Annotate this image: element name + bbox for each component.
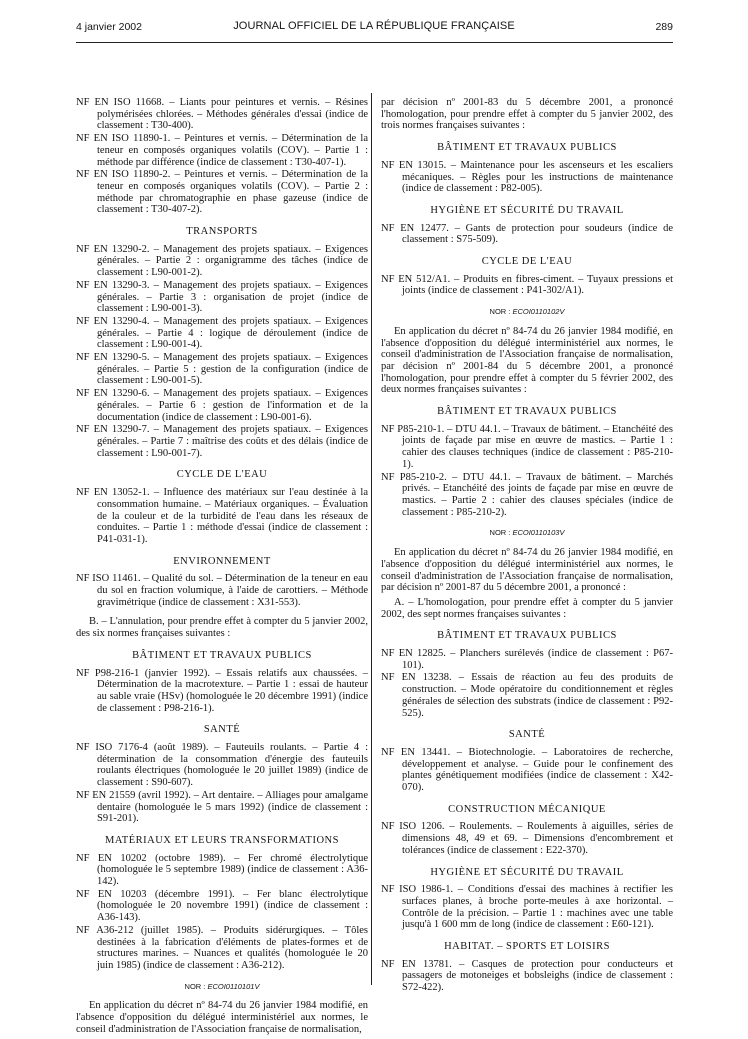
section-heading-construction: CONSTRUCTION MÉCANIQUE <box>448 803 606 815</box>
batiment-1-entries <box>381 160 673 195</box>
nor-reference-2 <box>381 306 673 318</box>
standard-entry: NF ISO 1986-1. – Conditions d'essai des machines à rectifier les surfaces planes, à broche porte-meules à axe horizontal. – Contrôle de la précision. – Partie 1 : machines avec une table jusqu'à 1 600 mm de long (indice de classement : E60-121). <box>381 884 673 931</box>
standard-entry: NF EN 13290-7. – Management des projets spatiaux. – Exigences générales. – Partie 7 : maîtrise des coûts et des délais (indice de classement : L90-001-7). <box>76 424 368 459</box>
continuation-paragraph: par décision nº 2001-83 du 5 décembre 2001, a prononcé l'homologation, pour prendre effet à compter du 5 janvier 2002, des trois normes françaises suivantes : <box>381 97 673 132</box>
standard-entry: NF P85-210-2. – DTU 44.1. – Travaux de bâtiment. – Marchés privés. – Etanchéité des joints de façade par mise en œuvre de mastics. – Partie 2 : cahier des clauses spéciales (indice de classement : P85-210-2). <box>381 471 673 518</box>
standard-entry: NF EN ISO 11668. – Liants pour peintures et vernis. – Résines polymérisées chlorées. – Méthodes générales d'essai (indice de classement : T30-400). <box>76 97 368 132</box>
decree-paragraph: En application du décret nº 84-74 du 26 janvier 1984 modifié, en l'absence d'opposition du délégué interministériel aux normes, le conseil d'administration de l'Association française de normalisation, <box>76 1000 368 1035</box>
standard-entry: NF EN 10203 (décembre 1991). – Fer blanc électrolytique (homologuée le 20 novembre 1991) (indice de classement : A36-143). <box>76 888 368 924</box>
hygiene-2-entries <box>381 884 673 931</box>
standard-entry: NF EN 512/A1. – Produits en fibres-ciment. – Tuyaux pressions et joints (indice de classement : P41-302/A1). <box>381 273 673 297</box>
hygiene-1-entries <box>381 223 673 246</box>
nor-reference-3 <box>381 527 673 539</box>
standard-entry: NF EN 13441. – Biotechnologie. – Laboratoires de recherche, développement et analyse. – Guide pour le confinement des plantes génétiquement modifiées (indice de classement : X42-070). <box>381 746 673 794</box>
standard-entry: NF P85-210-1. – DTU 44.1. – Travaux de bâtiment. – Etanchéité des joints de façade par mise en œuvre de mastics. – Partie 1 : cahier des clauses techniques (indice de classement : P85-210-1). <box>381 423 673 470</box>
standard-entry: NF EN 13290-4. – Management des projets spatiaux. – Exigences générales. – Partie 4 : logique de déroulement (indice de classement : L90-001-4). <box>76 315 368 351</box>
section-heading-environnement: ENVIRONNEMENT <box>173 555 271 567</box>
nor-label-3: NOR : <box>489 528 511 538</box>
standard-entry: NF EN 13290-2. – Management des projets spatiaux. – Exigences générales. – Partie 2 : organigramme des tâches (indice de classement : L90-001-2). <box>76 243 368 279</box>
standard-entry: NF EN 12825. – Planchers surélevés (indice de classement : P67-101). <box>381 648 673 671</box>
standard-entry: NF EN 13290-3. – Management des projets spatiaux. – Exigences générales. – Partie 3 : organisation de projet (indice de classement : L90-001-3). <box>76 279 368 315</box>
standard-entry: NF EN 13290-5. – Management des projets spatiaux. – Exigences générales. – Partie 5 : gestion de la configuration (indice de classement : L90-001-5). <box>76 352 368 387</box>
homologation-paragraph: A. – L'homologation, pour prendre effet à compter du 5 janvier 2002, des sept normes françaises suivantes : <box>381 596 673 620</box>
section-heading-batiment-1: BÂTIMENT ET TRAVAUX PUBLICS <box>437 142 617 154</box>
section-heading-cycle-eau: CYCLE DE L'EAU <box>176 469 268 481</box>
standard-entry: NF EN 12477. – Gants de protection pour soudeurs (indice de classement : S75-509). <box>381 222 673 246</box>
construction-entries <box>381 821 673 856</box>
standard-entry: NF ISO 11461. – Qualité du sol. – Détermination de la teneur en eau du sol en fraction volumique, à l'aide de carottiers. – Méthode gravimétrique (indice de classement : X31-553). <box>76 573 368 608</box>
decree-paragraph-2: En application du décret nº 84-74 du 26 janvier 1984 modifié, en l'absence d'opposition du délégué interministériel aux normes, le conseil d'administration de l'Association française de normalisation, par décision nº 2001-84 du 5 décembre 2001, a prononcé l'homologation, pour prendre effet à compter du 5 février 2002, des deux normes françaises suivantes : <box>381 325 673 396</box>
standard-entry: NF EN 13781. – Casques de protection pour conducteurs et passagers de motoneiges et bobsleighs (indice de classement : S72-422). <box>381 958 673 994</box>
header-date: 4 janvier 2002 <box>76 21 142 33</box>
section-heading-habitat: HABITAT. – SPORTS ET LOISIRS <box>444 941 610 953</box>
section-heading-hygiene-2: HYGIÈNE ET SÉCURITÉ DU TRAVAIL <box>430 866 624 878</box>
standard-entry: NF EN 13290-6. – Management des projets spatiaux. – Exigences générales. – Partie 6 : gestion de l'information et de la documentation (indice de classement : L90-001-6). <box>76 388 368 423</box>
standard-entry: NF EN 13015. – Maintenance pour les ascenseurs et les escaliers mécaniques. – Règles pour les instructions de maintenance (indice de classement : P82-005). <box>381 159 673 195</box>
journal-title: JOURNAL OFFICIEL DE LA RÉPUBLIQUE FRANÇAISE <box>233 20 515 32</box>
standard-entry: NF ISO 1206. – Roulements. – Roulements à aiguilles, séries de dimensions 48, 49 et 69. – Dimensions d'encombrement et tolérances (indice de classement : E22-370). <box>381 821 673 856</box>
column-divider <box>371 93 372 985</box>
cycle-1-entries <box>381 274 673 297</box>
cycle-eau-entries <box>76 487 368 546</box>
batiment-2-entries <box>381 424 673 519</box>
standard-entry: NF EN 13238. – Essais de réaction au feu des produits de construction. – Mode opératoire du conditionnement et règles générales de sélection des substrats (indice de classement : P92-525). <box>381 672 673 719</box>
section-heading-batiment-2: BÂTIMENT ET TRAVAUX PUBLICS <box>437 406 617 418</box>
nor-code: ECOI0110101V <box>207 981 260 991</box>
section-heading-transports: TRANSPORTS <box>186 226 258 238</box>
section-heading-batiment-3: BÂTIMENT ET TRAVAUX PUBLICS <box>437 630 617 642</box>
section-heading-cycle-1: CYCLE DE L'EAU <box>481 256 573 268</box>
standard-entry: NF A36-212 (juillet 1985). – Produits sidérurgiques. – Tôles destinées à la fabrication d'éléments de plates-formes et de structures marines. – Nuances et qualités (homologuée le 20 juin 1985) (indice de classement : A36-212). <box>76 924 368 971</box>
annulation-paragraph: B. – L'annulation, pour prendre effet à compter du 5 janvier 2002, des six normes françaises suivantes : <box>76 616 368 640</box>
nor-reference <box>76 981 368 993</box>
page-header <box>0 19 748 35</box>
standard-entry: NF EN 21559 (avril 1992). – Art dentaire. – Alliages pour amalgame dentaire (homologuée le 5 mars 1992) (indice de classement : S91-201). <box>76 789 368 825</box>
standard-entry: NF EN ISO 11890-2. – Peintures et vernis. – Détermination de la teneur en composés organiques volatils (COV). – Partie 2 : méthode par chromatographie en phase gazeuse (indice de classement : T30-407-2). <box>76 169 368 216</box>
section-heading-sante-2: SANTÉ <box>508 729 546 741</box>
habitat-entries <box>381 959 673 994</box>
left-column <box>76 97 368 1039</box>
page-number: 289 <box>655 21 673 33</box>
batiment-3-entries <box>381 648 673 719</box>
standard-entry: NF P98-216-1 (janvier 1992). – Essais relatifs aux chaussées. – Détermination de la macrotexture. – Partie 1 : essai de hauteur au sable vraie (HSv) (homologuée le 20 décembre 1991) (indice de classement : P98-216-1). <box>76 667 368 714</box>
materiaux-entries <box>76 853 368 972</box>
batiment-entries <box>76 668 368 715</box>
nor-label-2: NOR : <box>489 307 511 317</box>
environnement-entries <box>76 573 368 608</box>
header-rule <box>76 42 673 43</box>
section-heading-batiment: BÂTIMENT ET TRAVAUX PUBLICS <box>132 649 312 661</box>
entries-top <box>76 97 368 216</box>
section-heading-hygiene-1: HYGIÈNE ET SÉCURITÉ DU TRAVAIL <box>430 204 624 216</box>
right-column <box>381 97 673 995</box>
standard-entry: NF EN 13052-1. – Influence des matériaux sur l'eau destinée à la consommation humaine. – Matériaux organiques. – Évaluation de la couleur et de la turbidité de l'eau dans les réseaux de conduites. – Partie 1 : méthode d'essai (indice de classement : P41-031-1). <box>76 487 368 545</box>
standard-entry: NF EN 10202 (octobre 1989). – Fer chromé électrolytique (homologuée le 5 septembre 1989) (indice de classement : A36-142). <box>76 852 368 888</box>
sante-entries <box>76 742 368 825</box>
nor-label: NOR : <box>184 981 206 991</box>
section-heading-sante: SANTÉ <box>203 724 241 736</box>
standard-entry: NF ISO 7176-4 (août 1989). – Fauteuils roulants. – Partie 4 : détermination de la consommation d'énergie des fauteuils roulants électriques (homologuée le 20 juillet 1989) (indice de classement : S90-607). <box>76 742 368 789</box>
nor-code-3: ECOI0110103V <box>512 528 565 538</box>
standard-entry: NF EN ISO 11890-1. – Peintures et vernis. – Détermination de la teneur en composés organiques volatils (COV). – Partie 1 : méthode par différence (indice de classement : T30-407-1). <box>76 133 368 168</box>
sante-2-entries <box>381 747 673 794</box>
section-heading-materiaux: MATÉRIAUX ET LEURS TRANSFORMATIONS <box>105 834 339 846</box>
decree-paragraph-3: En application du décret nº 84-74 du 26 janvier 1984 modifié, en l'absence d'opposition du délégué interministériel aux normes, le conseil d'administration de l'Association française de normalisation, par décision nº 2001-87 du 5 décembre 2001, a prononcé : <box>381 547 673 594</box>
transports-entries <box>76 244 368 460</box>
nor-code-2: ECOI0110102V <box>512 307 565 317</box>
